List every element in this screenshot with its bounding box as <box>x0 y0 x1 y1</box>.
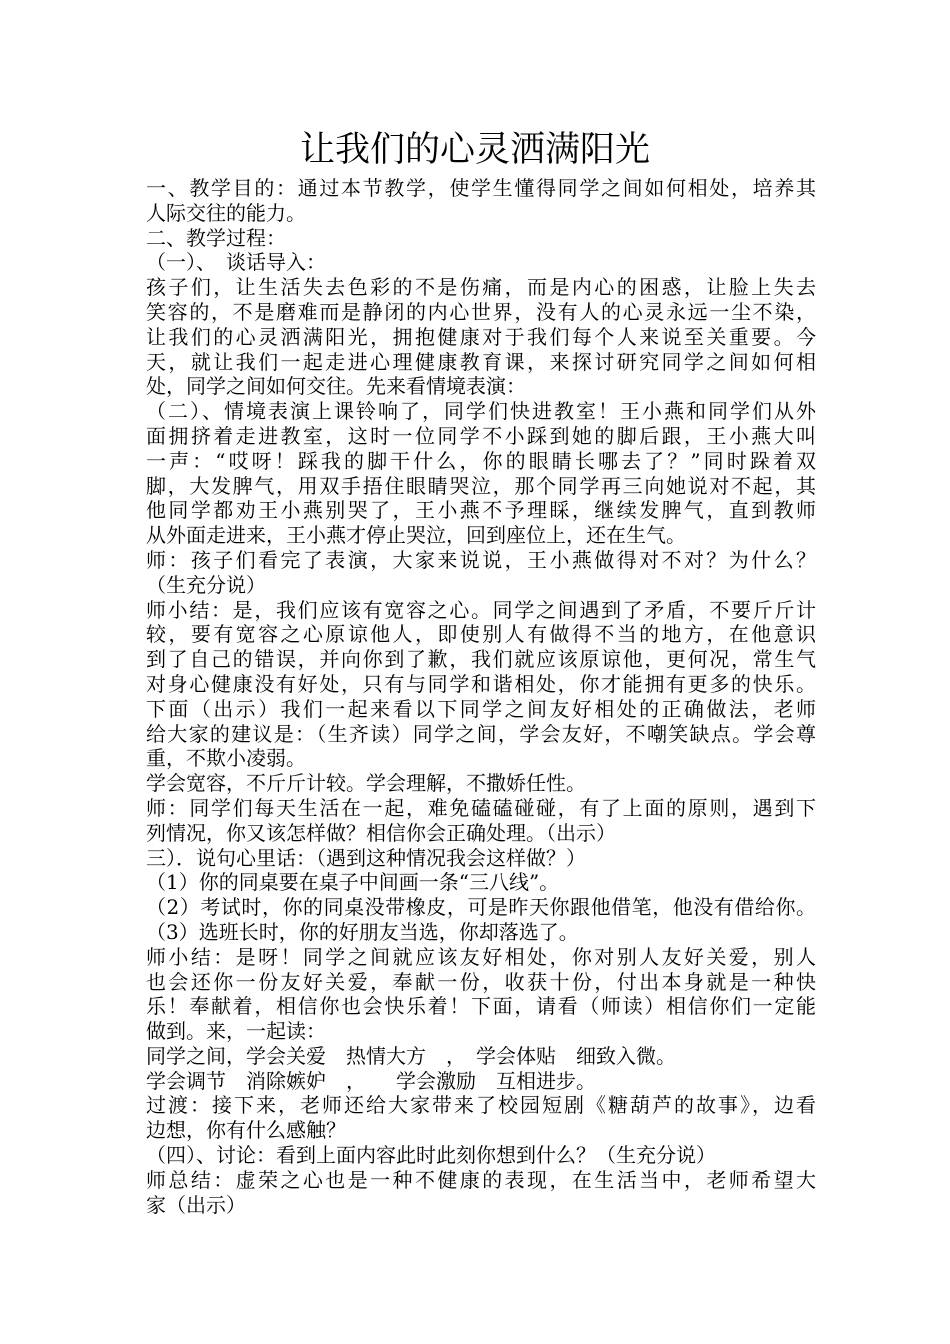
text-line: （3）选班长时，你的好朋友当选，你却落选了。 <box>146 919 579 944</box>
text-line: 三）．说句心里话：（遇到这种情况我会这样做？） <box>146 845 586 870</box>
text-line: 从外面走进来，王小燕才停止哭泣，回到座位上，还在生气。 <box>146 523 686 548</box>
text-line: 天，就让我们一起走进心理健康教育课，来探讨研究同学之间如何相 <box>146 349 816 374</box>
text-line: （一）、 谈话导入： <box>146 250 326 275</box>
text-line: 较，要有宽容之心原谅他人，即使别人有做得不当的地方，在他意识 <box>146 622 816 647</box>
text-line: 师：同学们每天生活在一起，难免磕磕碰碰，有了上面的原则，遇到下 <box>146 795 816 820</box>
text-line: 边想，你有什么感触？ <box>146 1118 346 1143</box>
text-line: 一声：“哎呀！踩我的脚干什么，你的眼睛长哪去了？”同时跺着双 <box>146 448 816 473</box>
text-line: 同学之间，学会关爱 热情大方 ， 学会体贴 细致入微。 <box>146 1043 676 1068</box>
text-line: 让我们的心灵洒满阳光，拥抱健康对于我们每个人来说至关重要。今 <box>146 324 816 349</box>
text-line: 学会宽容，不斤斤计较。学会理解，不撒娇任性。 <box>146 771 586 796</box>
text-line: 师总结：虚荣之心也是一种不健康的表现，在生活当中，老师希望大 <box>146 1167 816 1192</box>
text-line: 下面（出示）我们一起来看以下同学之间友好相处的正确做法，老师 <box>146 696 816 721</box>
text-line: 他同学都劝王小燕别哭了，王小燕不予理睬，继续发脾气，直到教师 <box>146 498 816 523</box>
text-line: 师小结：是呀！同学之间就应该友好相处，你对别人友好关爱，别人 <box>146 944 816 969</box>
text-line: （1）你的同桌要在桌子中间画一条“三八线”。 <box>146 870 560 895</box>
text-line: 一、教学目的：通过本节教学，使学生懂得同学之间如何相处，培养其 <box>146 176 816 200</box>
text-line: 做到。来，一起读： <box>146 1019 326 1044</box>
text-line: （四）、讨论：看到上面内容此时此刻你想到什么？（生充分说） <box>146 1143 716 1168</box>
text-line: 到了自己的错误，并向你到了歉，我们就应该原谅他，更何况，常生气 <box>146 647 816 672</box>
text-line: 列情况，你又该怎样做？相信你会正确处理。（出示） <box>146 820 616 845</box>
text-line: 学会调节 消除嫉妒 ， 学会激励 互相进步。 <box>146 1068 596 1093</box>
text-line: 面拥挤着走进教室，这时一位同学不小踩到她的脚后跟，王小燕大叫 <box>146 423 816 448</box>
text-line: 二、教学过程： <box>146 225 286 250</box>
text-line: 孩子们，让生活失去色彩的不是伤痛，而是内心的困惑，让脸上失去 <box>146 275 816 300</box>
text-line: 人际交往的能力。 <box>146 200 306 225</box>
text-line: 重，不欺小凌弱。 <box>146 746 306 771</box>
text-line: 过渡：接下来，老师还给大家带来了校园短剧《糖葫芦的故事》，边看 <box>146 1093 816 1118</box>
text-line: 师：孩子们看完了表演，大家来说说，王小燕做得对不对？为什么？ <box>146 547 816 572</box>
text-line: （生充分说） <box>146 572 266 597</box>
text-line: 也会还你一份友好关爱，奉献一份，收获十份，付出本身就是一种快 <box>146 969 816 994</box>
text-line: （二）、情境表演上课铃响了，同学们快进教室！王小燕和同学们从外 <box>146 399 816 424</box>
text-line: 处，同学之间如何交往。先来看情境表演： <box>146 374 526 399</box>
text-line: 乐！奉献着，相信你也会快乐着！下面，请看（师读）相信你们一定能 <box>146 994 816 1019</box>
text-line: 笑容的，不是磨难而是静闭的内心世界，没有人的心灵永远一尘不染， <box>146 299 816 324</box>
page-title: 让我们的心灵洒满阳光 <box>299 130 650 170</box>
text-line: 脚，大发脾气，用双手捂住眼睛哭泣，那个同学再三向她说对不起，其 <box>146 473 816 498</box>
text-line: （2）考试时，你的同桌没带橡皮，可是昨天你跟他借笔，他没有借给你。 <box>146 895 816 920</box>
document-body <box>146 176 816 1217</box>
text-line: 家（出示） <box>146 1192 246 1217</box>
text-line: 师小结：是，我们应该有宽容之心。同学之间遇到了矛盾，不要斤斤计 <box>146 597 816 622</box>
text-line: 给大家的建议是：（生齐读）同学之间，学会友好，不嘲笑缺点。学会尊 <box>146 721 816 746</box>
text-line: 对身心健康没有好处，只有与同学和谐相处，你才能拥有更多的快乐。 <box>146 671 816 696</box>
